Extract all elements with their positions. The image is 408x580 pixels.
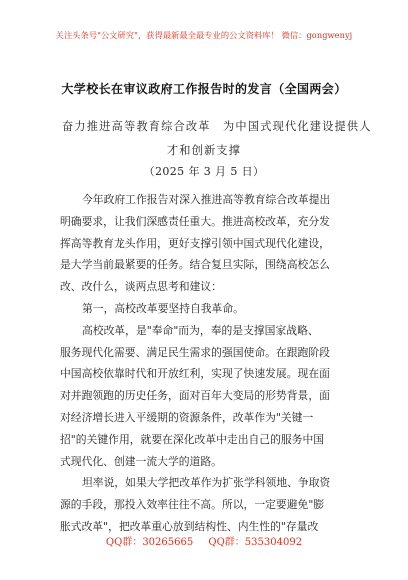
body-line: 高校改革，是"奉命"而为，奉的是支撑国家战略、 bbox=[82, 323, 319, 337]
body-line: 第一，高校改革要坚持自我革命。 bbox=[82, 301, 244, 315]
footer-qq-group-1: QQ群：30265665 bbox=[105, 537, 194, 548]
body-line: 今年政府工作报告对深入推进高等教育综合改革提出 bbox=[82, 193, 331, 206]
body-line: 明确要求，让我们深感责任重大。推进高校改革，充分发 bbox=[60, 214, 330, 228]
footer-qq-group-2: QQ群：535304092 bbox=[208, 537, 303, 548]
body-line: 对并跑领跑的历史任务，面对百年大变局的形势背景，面 bbox=[60, 389, 330, 403]
body-line: 源的手段，那投入效率往往不高。所以，一定要避免"膨 bbox=[60, 498, 325, 512]
body-line: 改、改什么，谈两点思考和建议： bbox=[60, 280, 222, 294]
body-line: 服务现代化需要、满足民生需求的强国使命。在跟跑阶段 bbox=[60, 345, 330, 359]
footer-banner bbox=[0, 533, 408, 548]
header-banner: 关注头条号"公文研究"，获得最新最全最专业的公文资料库！ 微信：gongwenyj bbox=[55, 30, 353, 40]
body-line: 招"的关键作用，就要在深化改革中走出自己的服务中国 bbox=[60, 432, 325, 446]
body-line: 对经济增长进入平缓期的资源条件，改革作为"关键一 bbox=[60, 410, 314, 424]
body-line: 是大学当前最紧要的任务。结合复旦实际，围绕高校怎么 bbox=[60, 258, 330, 272]
body-text bbox=[60, 189, 350, 538]
body-line: 挥高等教育龙头作用，更好支撑引领中国式现代化建设， bbox=[60, 236, 330, 250]
subtitle-line-2: 才和创新支撑 bbox=[166, 144, 242, 157]
document-title: 大学校长在审议政府工作报告时的发言（全国两会） bbox=[61, 82, 347, 96]
body-line: 坦率说，如果大学把改革作为扩张学科领地、争取资 bbox=[82, 476, 331, 490]
body-line: 中国高校依靠时代和开放红利，实现了快速发展。现在面 bbox=[60, 367, 330, 381]
body-line: 式现代化、创建一流大学的道路。 bbox=[60, 454, 222, 468]
date-line: （2025 年 3 月 5 日） bbox=[143, 165, 265, 178]
body-line: 胀式改革"，把改革重心放到结构性、内生性的"存量改 bbox=[60, 519, 319, 533]
subtitle-line-1: 奋力推进高等教育综合改革 为中国式现代化建设提供人 bbox=[62, 120, 372, 133]
